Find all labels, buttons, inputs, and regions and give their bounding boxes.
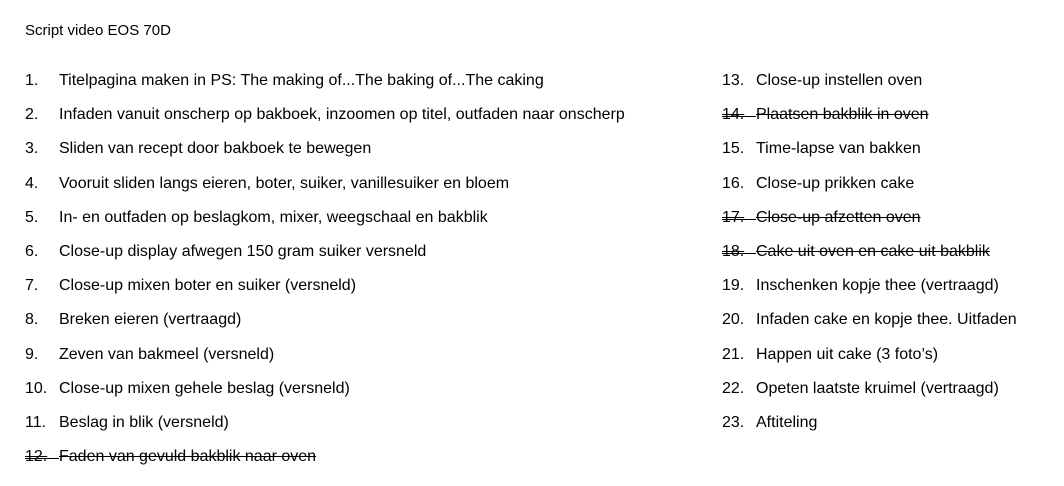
item-text: Inschenken kopje thee (vertraagd) (756, 277, 999, 295)
item-number: 17. (722, 208, 745, 226)
item-text: Vooruit sliden langs eieren, boter, suiker, vanillesuiker en bloem (59, 174, 510, 192)
item-text: Close-up instellen oven (756, 72, 923, 90)
item-number: 23. (722, 413, 745, 431)
list-item (25, 235, 705, 269)
item-text: Time-lapse van bakken (756, 140, 921, 158)
item-text: Close-up prikken cake (756, 174, 915, 192)
list-item (25, 201, 705, 235)
item-number: 6. (25, 243, 39, 261)
item-number: 16. (722, 174, 745, 192)
item-text: Close-up mixen gehele beslag (versneld) (59, 379, 350, 397)
item-number: 10. (25, 379, 48, 397)
document-title: Script video EOS 70D (25, 22, 171, 39)
item-number: 19. (722, 277, 745, 295)
item-text: Titelpagina maken in PS: The making of...The baking of...The caking (59, 72, 544, 90)
item-text: Sliden van recept door bakboek te bewegen (59, 140, 372, 158)
item-text: Aftiteling (756, 413, 818, 431)
item-text: In- en outfaden op beslagkom, mixer, weegschaal en bakblik (59, 208, 488, 226)
list-item (722, 201, 1062, 235)
list-item (722, 235, 1062, 269)
item-text: Close-up display afwegen 150 gram suiker versneld (59, 243, 427, 261)
item-number: 9. (25, 345, 39, 363)
list-item (722, 338, 1062, 372)
item-text: Cake uit oven en cake uit bakblik (756, 243, 990, 261)
list-item (25, 440, 705, 474)
list-item (25, 338, 705, 372)
item-text: Close-up mixen boter en suiker (versneld) (59, 277, 357, 295)
list-item (25, 98, 705, 132)
item-text: Infaden cake en kopje thee. Uitfaden (756, 311, 1017, 329)
item-number: 22. (722, 379, 745, 397)
item-number: 5. (25, 208, 39, 226)
item-number: 8. (25, 311, 39, 329)
list-item (25, 303, 705, 337)
item-text: Breken eieren (vertraagd) (59, 311, 242, 329)
item-number: 1. (25, 72, 39, 90)
item-number: 3. (25, 140, 39, 158)
item-number: 21. (722, 345, 745, 363)
list-item (25, 269, 705, 303)
item-number: 4. (25, 174, 39, 192)
list-item (722, 98, 1062, 132)
item-number: 11. (25, 413, 47, 431)
item-number: 15. (722, 140, 745, 158)
item-number: 20. (722, 311, 745, 329)
list-item (722, 406, 1062, 440)
list-item (25, 406, 705, 440)
item-number: 14. (722, 106, 745, 124)
item-number: 7. (25, 277, 39, 295)
list-item (722, 269, 1062, 303)
list-item (25, 132, 705, 166)
list-item (722, 64, 1062, 98)
item-number: 18. (722, 243, 745, 261)
item-text: Infaden vanuit onscherp op bakboek, inzoomen op titel, outfaden naar onscherp (59, 106, 625, 124)
script-list-left (25, 64, 705, 474)
item-number: 13. (722, 72, 745, 90)
item-text: Beslag in blik (versneld) (59, 413, 229, 431)
script-list-right (722, 64, 1062, 440)
list-item (722, 372, 1062, 406)
item-text: Opeten laatste kruimel (vertraagd) (756, 379, 999, 397)
item-text: Plaatsen bakblik in oven (756, 106, 929, 124)
list-item (25, 167, 705, 201)
item-text: Faden van gevuld bakblik naar oven (59, 448, 317, 466)
item-text: Close-up afzetten oven (756, 208, 921, 226)
item-text: Zeven van bakmeel (versneld) (59, 345, 275, 363)
item-number: 2. (25, 106, 39, 124)
list-item (722, 167, 1062, 201)
list-item (722, 132, 1062, 166)
item-number: 12. (25, 448, 48, 466)
list-item (25, 64, 705, 98)
list-item (25, 372, 705, 406)
list-item (722, 303, 1062, 337)
item-text: Happen uit cake (3 foto’s) (756, 345, 939, 363)
